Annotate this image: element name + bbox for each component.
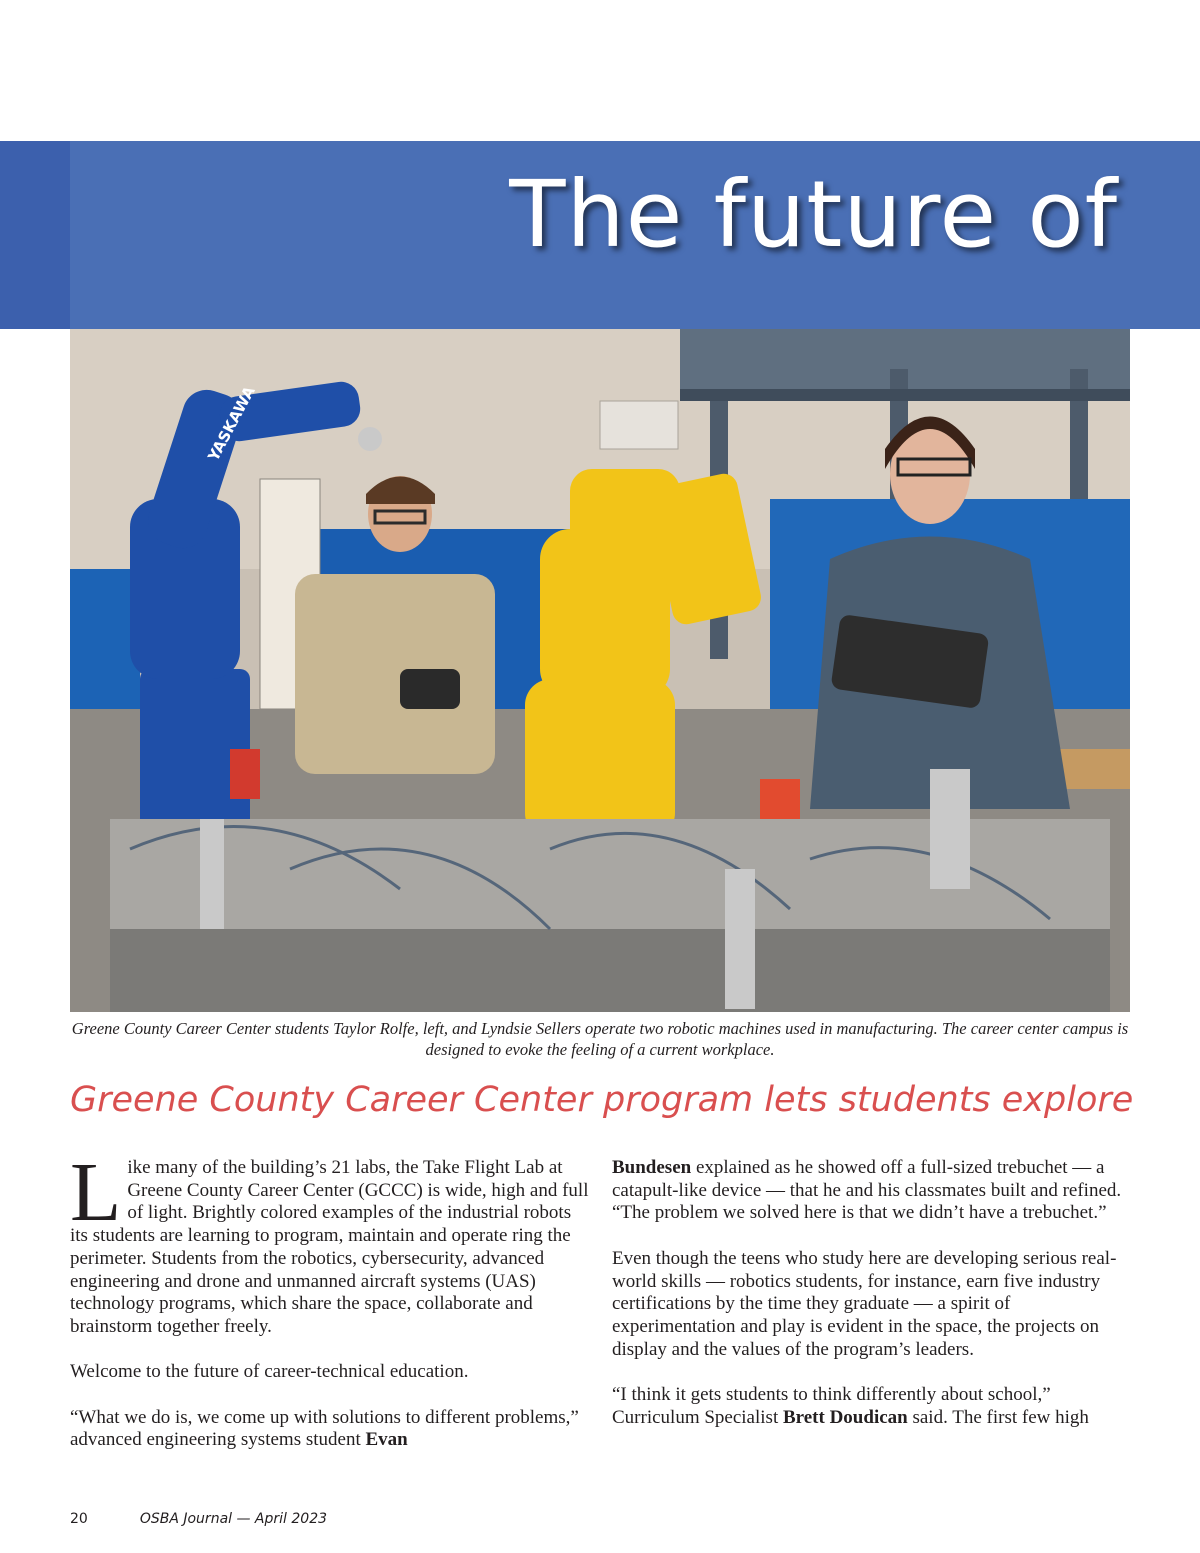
- robotics-lab-illustration: [70, 329, 1130, 1012]
- page-number: 20: [70, 1511, 88, 1527]
- drop-cap: L: [70, 1146, 122, 1239]
- name-bold: Evan: [365, 1429, 408, 1451]
- title-band-edge: [0, 141, 70, 329]
- paragraph: [612, 1384, 1132, 1429]
- feature-photo: [70, 329, 1130, 1012]
- page-footer: [70, 1511, 327, 1527]
- paragraph: Welcome to the future of career-technical education.: [70, 1361, 469, 1383]
- paragraph: Even though the teens who study here are developing serious real-world skills — robotics students, for instance, earn five industry certifications by the time they graduate — a spirit of experimentation and play is evident in the space, the projects on display and the values of the program’s leaders.: [612, 1247, 1117, 1360]
- article-subhead: Greene County Career Center program lets students explore: [70, 1080, 1134, 1120]
- paragraph-text: “I think it gets students to think differently about school,” Curriculum Specialist: [612, 1384, 1051, 1428]
- name-bold: Brett Doudican: [782, 1406, 908, 1428]
- paragraph-text: “What we do is, we come up with solutions to different problems,” advanced engineering systems student: [70, 1406, 579, 1451]
- paragraph: [70, 1407, 590, 1452]
- photo-caption: Greene County Career Center students Taylor Rolfe, left, and Lyndsie Sellers operate two robotic machines used in manufacturing. The career center campus is designed to evoke the feeling of a current workplace.: [71, 1019, 1129, 1059]
- article-title: The future of: [509, 161, 1118, 268]
- article-column-left: [70, 1146, 590, 1475]
- paragraph: [612, 1157, 1132, 1225]
- name-bold: Bundesen: [612, 1157, 692, 1178]
- publication-name: OSBA Journal — April 2023: [139, 1511, 328, 1527]
- robot-brand-label: YASKAWA: [204, 383, 259, 465]
- paragraph-text: ike many of the building’s 21 labs, the Take Flight Lab at Greene County Career Center (GCCC) is wide, high and full of light. Brightly colored examples of the industrial robots its students are learning to program, maintain and operate ring the perimeter. Students from the robotics, cybersecurity, advanced engineering and drone and unmanned aircraft systems (UAS) technology programs, which share the space, collaborate and brainstorm together freely.: [70, 1157, 589, 1337]
- article-column-right: [612, 1157, 1132, 1452]
- paragraph-text: explained as he showed off a full-sized trebuchet — a catapult-like device — that he and his classmates built and refined. “The problem we solved here is that we didn’t have a trebuchet.”: [612, 1157, 1122, 1224]
- paragraph: [70, 1146, 590, 1339]
- paragraph-text: said. The first few high: [907, 1406, 1089, 1428]
